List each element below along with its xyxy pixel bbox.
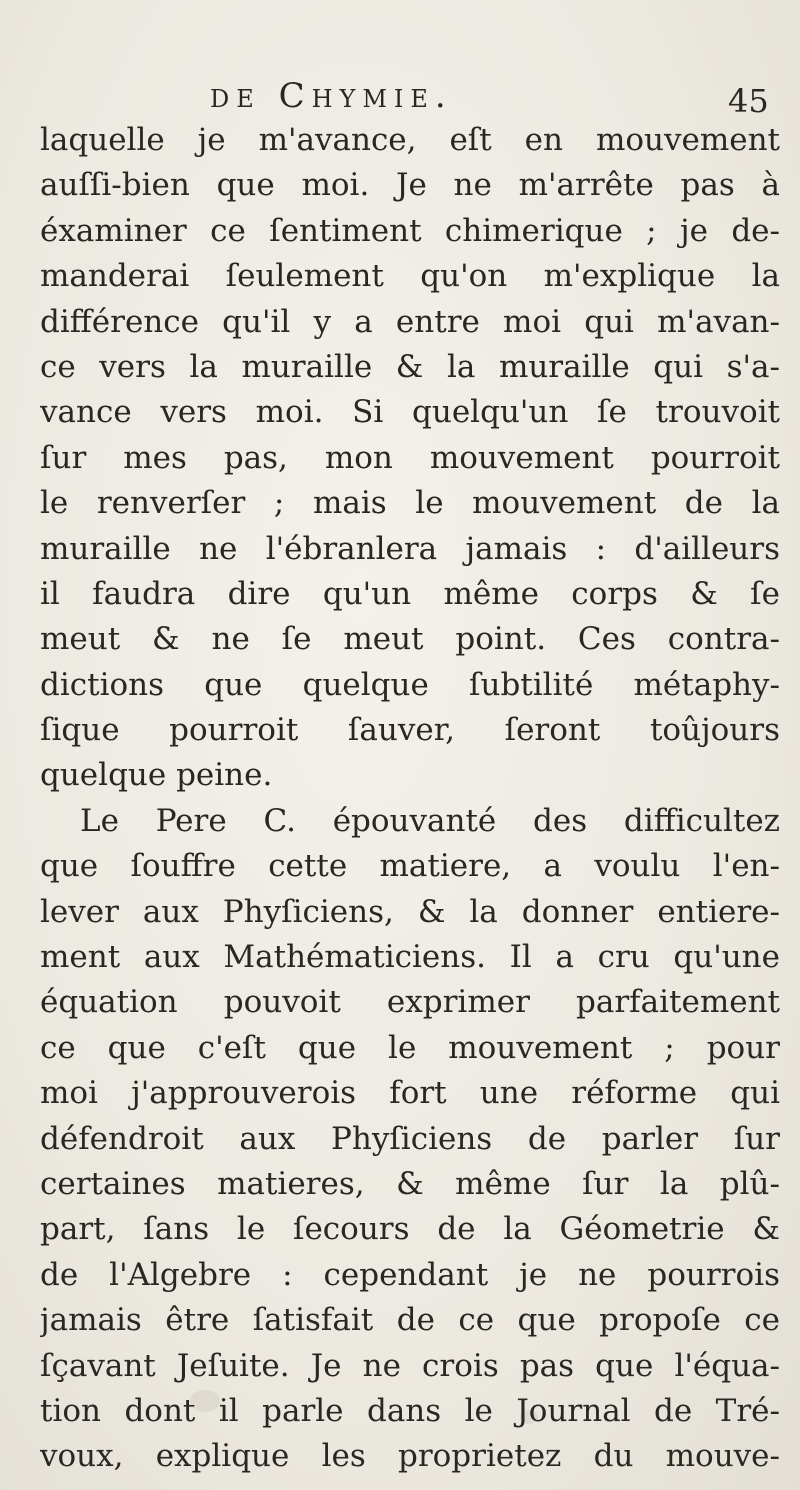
text-line: auſſi-bien que moi. Je ne m'arrête pas à [40, 167, 780, 204]
text-line: dictions que quelque ſubtilité métaphy- [40, 666, 780, 703]
text-line: tion dont il parle dans le Journal de Tré- [40, 1392, 780, 1429]
text-line: manderai ſeulement qu'on m'explique la [40, 258, 780, 295]
text-line: vance vers moi. Si quelqu'un ſe trouvoit [40, 394, 780, 431]
text-line: il faudra dire qu'un même corps & ſe [40, 575, 780, 612]
text-line: meut & ne ſe meut point. Ces contra- [40, 621, 780, 658]
text-line: lever aux Phyſiciens, & la donner entiere- [40, 893, 780, 930]
text-line: équation pouvoit exprimer parfaitement [40, 984, 780, 1021]
text-line: ſique pourroit ſauver, ſeront toûjours [40, 712, 780, 749]
text-line: ce vers la muraille & la muraille qui s'a- [40, 348, 780, 385]
text-line: différence qu'il y a entre moi qui m'avan- [40, 303, 780, 340]
text-line: ce que c'eſt que le mouvement ; pour [40, 1029, 780, 1066]
text-line: muraille ne l'ébranlera jamais : d'ailleurs [40, 530, 780, 567]
body-text [40, 118, 780, 1480]
page-number: 45 [728, 82, 769, 120]
text-line: voux, explique les proprietez du mouve- [40, 1438, 780, 1475]
text-line: certaines matieres, & même ſur la plû- [40, 1165, 780, 1202]
text-line: ſur mes pas, mon mouvement pourroit [40, 439, 780, 476]
running-head: de Chymie. [210, 76, 453, 116]
text-line: moi j'approuverois fort une réforme qui [40, 1075, 780, 1112]
text-line: ſçavant Jeſuite. Je ne crois pas que l'équa- [40, 1347, 780, 1384]
text-line: que ſouffre cette matiere, a voulu l'en- [40, 848, 780, 885]
text-line: quelque peine. [40, 757, 273, 794]
text-line: part, ſans le ſecours de la Géometrie & [40, 1211, 780, 1248]
text-line: éxaminer ce ſentiment chimerique ; je de- [40, 212, 780, 249]
text-line: de l'Algebre : cependant je ne pourrois [40, 1256, 780, 1293]
text-line: ment aux Mathématiciens. Il a cru qu'une [40, 939, 780, 976]
text-line: le renverſer ; mais le mouvement de la [40, 485, 780, 522]
text-line: Le Pere C. épouvanté des difficultez [80, 802, 780, 839]
text-line: laquelle je m'avance, eſt en mouvement [40, 122, 780, 158]
text-line: jamais être ſatisfait de ce que propoſe ce [40, 1302, 780, 1339]
text-line: défendroit aux Phyſiciens de parler ſur [40, 1120, 780, 1157]
